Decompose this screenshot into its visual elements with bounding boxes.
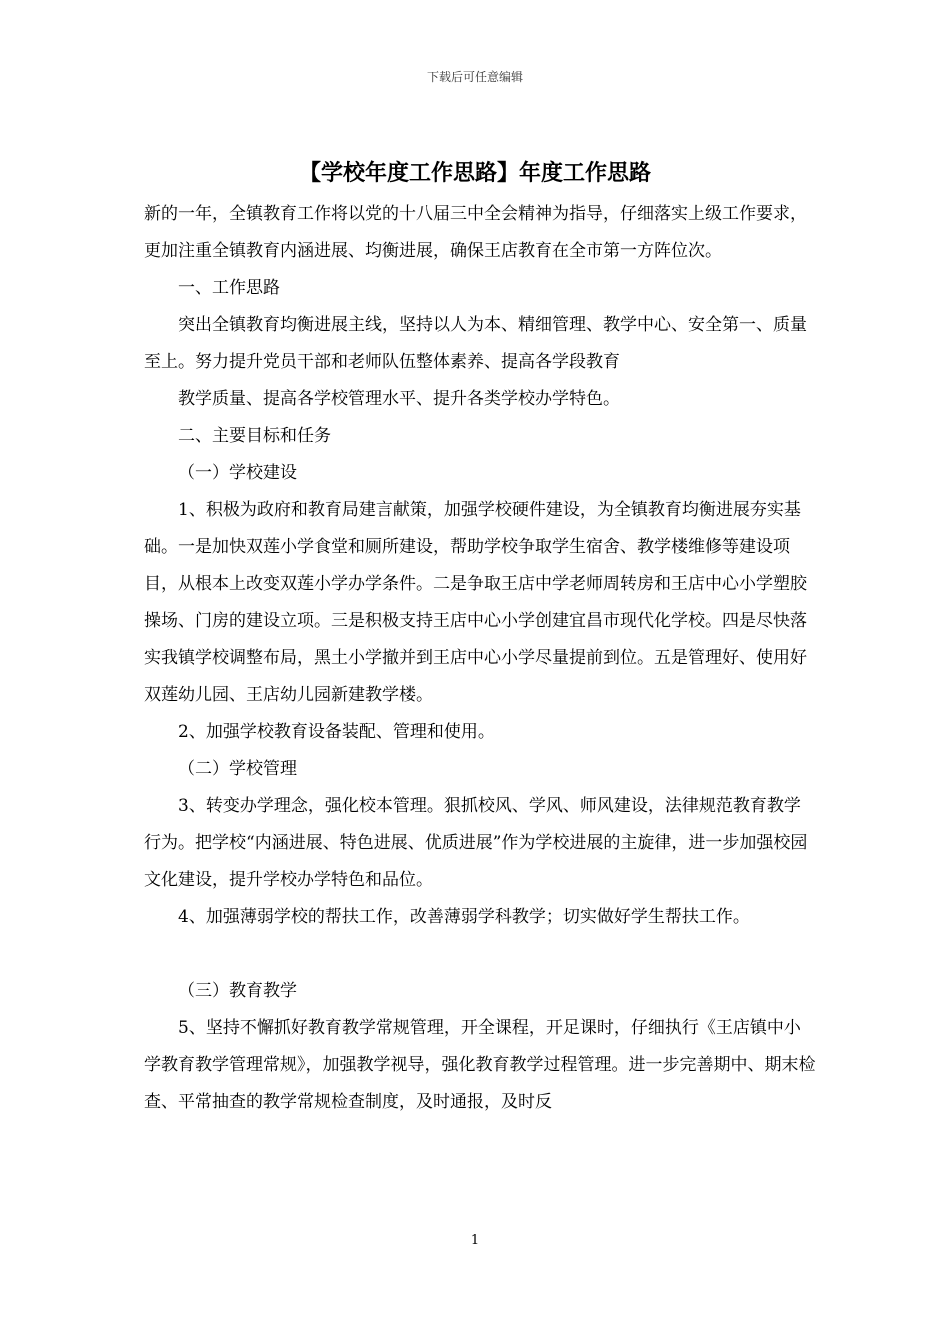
- paragraph: 教学质量、提高各学校管理水平、提升各类学校办学特色。: [178, 389, 620, 409]
- paragraph: 2、加强学校教育设备装配、管理和使用。: [178, 722, 495, 742]
- blank-line: [144, 936, 816, 973]
- paragraph: 突出全镇教育均衡进展主线，坚持以人为本、精细管理、教学中心、安全第一、质量至上。努力提升党员干部和老师队伍整体素养、提高各学段教育: [144, 315, 807, 372]
- subsection-heading-education-teaching: （三）教育教学: [178, 981, 297, 1001]
- intro-paragraph: 新的一年，全镇教育工作将以党的十八届三中全会精神为指导，仔细落实上级工作要求，更加注重全镇教育内涵进展、均衡进展，确保王店教育在全市第一方阵位次。: [144, 204, 807, 261]
- page-header: 下载后可任意编辑: [426, 70, 523, 84]
- paragraph: 1、积极为政府和教育局建言献策，加强学校硬件建设，为全镇教育均衡进展夯实基础。一是加快双莲小学食堂和厕所建设，帮助学校争取学生宿舍、教学楼维修等建设项目，从根本上改变双莲小学办学条件。二是争取王店中学老师周转房和王店中心小学塑胶操场、门房的建设立项。三是积极支持王店中心小学创建宜昌市现代化学校。四是尽快落实我镇学校调整布局，黑土小学撤并到王店中心小学尽量提前到位。五是管理好、使用好双莲幼儿园、王店幼儿园新建教学楼。: [144, 500, 807, 705]
- paragraph: 4、加强薄弱学校的帮扶工作，改善薄弱学科教学；切实做好学生帮扶工作。: [178, 907, 750, 927]
- section-heading-goals: 二、主要目标和任务: [178, 426, 331, 446]
- page-number: 1: [470, 1233, 480, 1248]
- document-body: [144, 196, 816, 1121]
- subsection-heading-school-construction: （一）学校建设: [178, 463, 297, 483]
- paragraph: 5、坚持不懈抓好教育教学常规管理，开全课程，开足课时，仔细执行《王店镇中小学教育教学管理常规》，加强教学视导，强化教育教学过程管理。进一步完善期中、期末检查、平常抽查的教学常规检查制度，及时通报，及时反: [144, 1018, 816, 1112]
- section-heading-work-ideas: 一、工作思路: [178, 278, 280, 298]
- document-title: 【学校年度工作思路】年度工作思路: [298, 161, 651, 186]
- paragraph: 3、转变办学理念，强化校本管理。狠抓校风、学风、师风建设，法律规范教育教学行为。把学校“内涵进展、特色进展、优质进展”作为学校进展的主旋律，进一步加强校园文化建设，提升学校办学特色和品位。: [144, 796, 808, 890]
- subsection-heading-school-management: （二）学校管理: [178, 759, 297, 779]
